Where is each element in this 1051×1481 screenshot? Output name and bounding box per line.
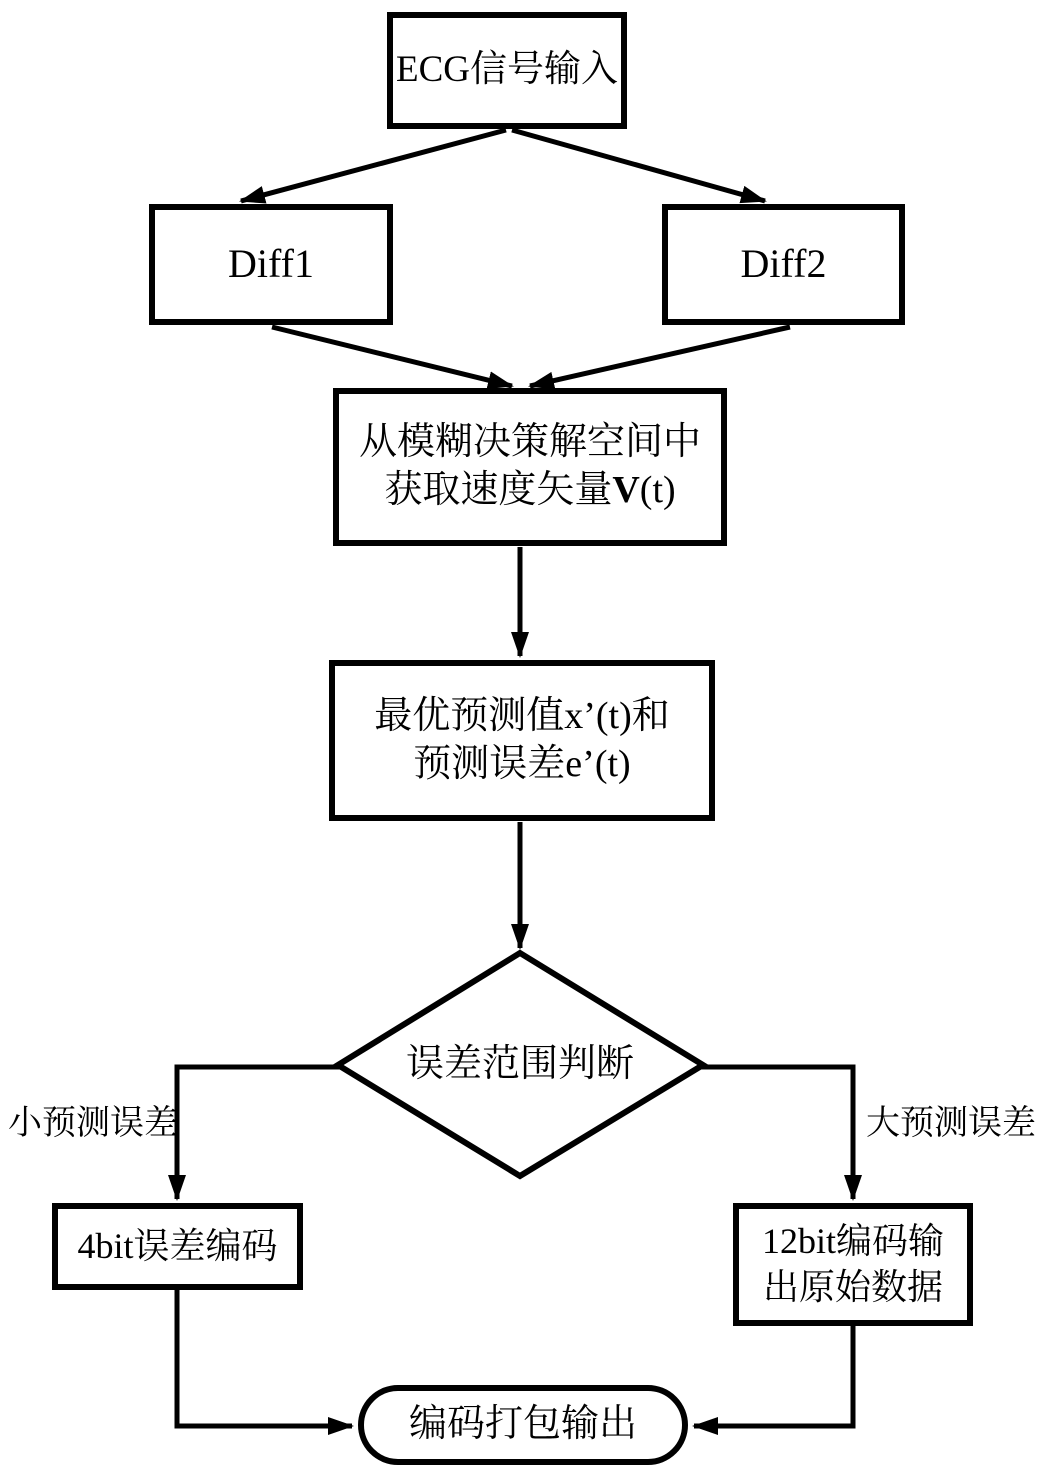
node-ecg-input-label: ECG信号输入: [396, 49, 618, 91]
node-diff1: [149, 204, 393, 325]
node-optimal-prediction-line1: 最优预测值x’(t)和: [374, 694, 670, 737]
node-fuzzy-velocity: [333, 388, 727, 546]
node-encode-12bit-line2: 出原始数据: [762, 1266, 943, 1307]
node-fuzzy-velocity-line1: 从模糊决策解空间中: [358, 421, 701, 464]
node-encode-12bit-line1: 12bit编码输: [761, 1221, 944, 1262]
connector-encode4bit-output: [177, 1290, 352, 1426]
connector-diff2-fuzzy: [530, 327, 790, 386]
node-optimal-prediction-line2: 预测误差e’(t): [413, 742, 631, 785]
node-diff1-label: Diff1: [228, 241, 314, 287]
node-packed-output: 编码打包输出: [358, 1385, 688, 1465]
edge-label-small-error: 小预测误差: [8, 1105, 178, 1142]
node-fuzzy-velocity-line2: 获取速度矢量V(t): [384, 469, 676, 511]
node-optimal-prediction: [329, 660, 715, 821]
node-decision-label: 误差范围判断: [405, 1043, 634, 1086]
connector-diff1-fuzzy: [272, 327, 512, 386]
connector-encode12bit-output: [694, 1326, 853, 1426]
node-encode-12bit: [733, 1203, 973, 1326]
node-encode-4bit: 4bit误差编码: [52, 1203, 303, 1290]
edge-label-large-error: 大预测误差: [866, 1105, 1036, 1142]
connector-input-diff1: [241, 130, 506, 201]
connector-decision-encode4bit: [177, 1067, 340, 1199]
connector-input-diff2: [512, 130, 765, 201]
node-diff2: [662, 204, 905, 325]
node-ecg-input: [387, 12, 627, 129]
connector-decision-encode12bit: [701, 1067, 853, 1199]
node-diff2-label: Diff2: [740, 241, 827, 287]
